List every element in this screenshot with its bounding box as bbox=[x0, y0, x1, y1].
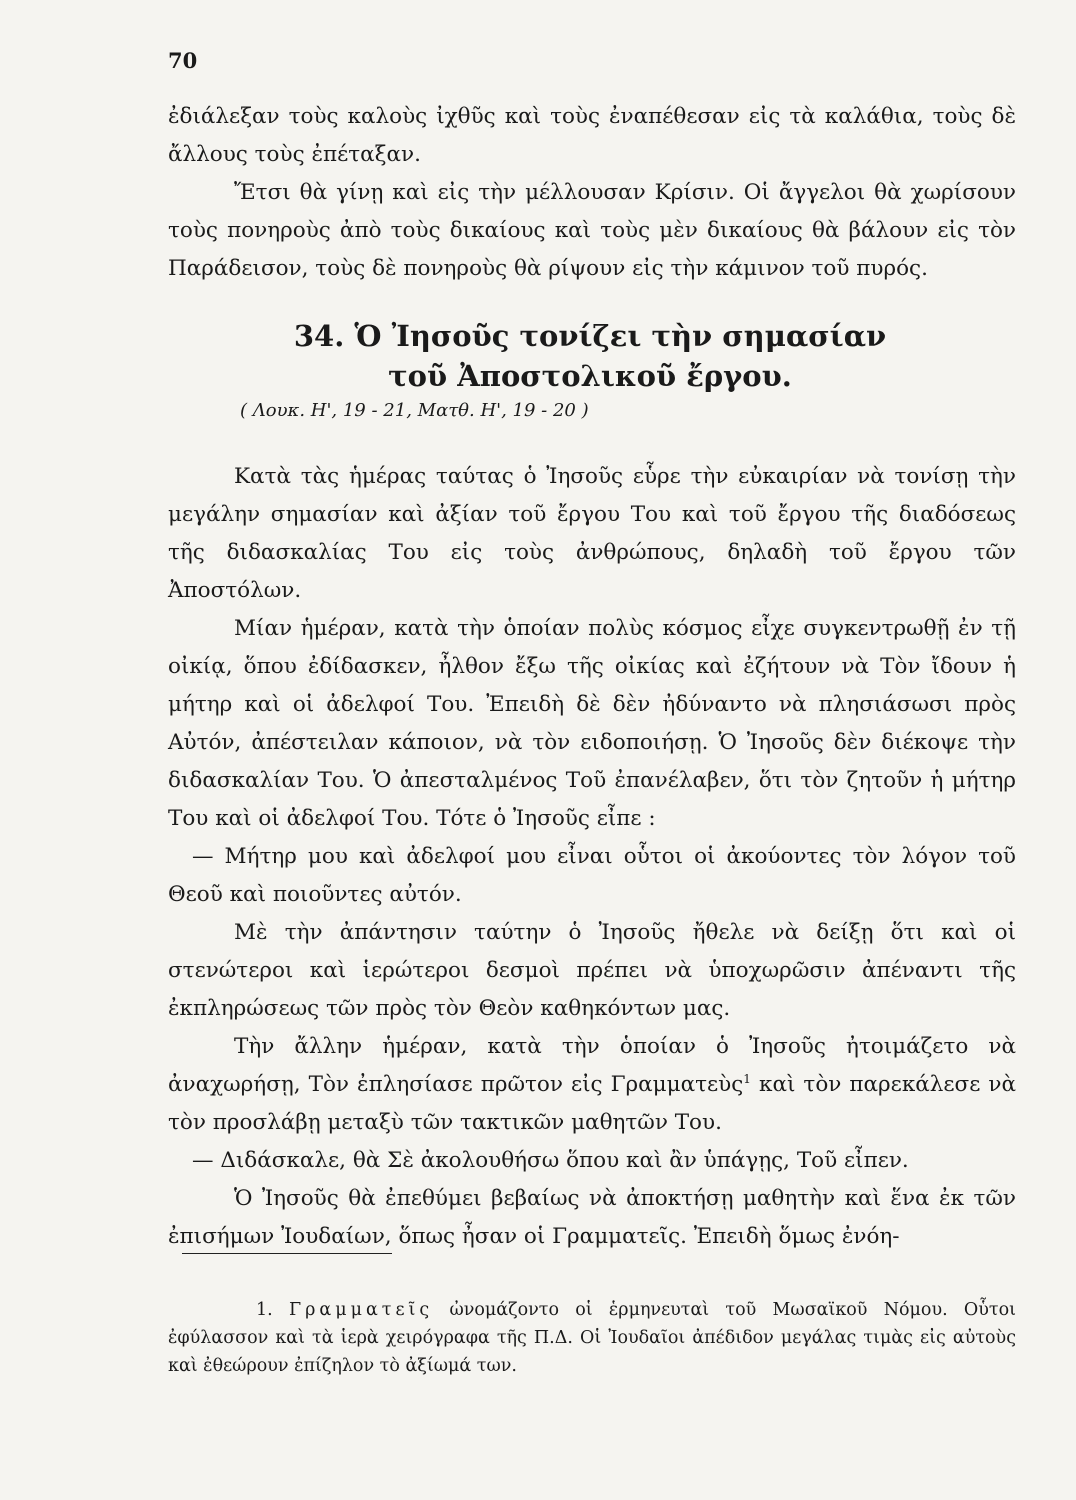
paragraph: Ἔτσι θὰ γίνῃ καὶ εἰς τὴν μέλλουσαν Κρίσιν. Οἱ ἄγγελοι θὰ χωρίσουν τοὺς πονηροὺς ἀπὸ τοὺς δικαίους καὶ τοὺς μὲν δικαίους θὰ βάλουν εἰς τὸν Παράδεισον, τοὺς δὲ πονηροὺς θὰ ρίψουν εἰς τὴν κάμινον τοῦ πυρός. bbox=[168, 180, 1016, 281]
paragraph-text: Τὴν ἄλλην ἡμέραν, κατὰ τὴν ὁποίαν ὁ Ἰησοῦς ἠτοιμάζετο νὰ ἀναχωρήσῃ, Τὸν ἐπλησίασε πρῶτον εἰς Γραμματεὺς bbox=[168, 1034, 1016, 1097]
paragraph: ἐδιάλεξαν τοὺς καλοὺς ἰχθῦς καὶ τοὺς ἐναπέθεσαν εἰς τὰ καλάθια, τοὺς δὲ ἄλλους τοὺς ἐπέταξαν. bbox=[168, 104, 1016, 167]
footnote-term: Γραμματεῖς bbox=[288, 1300, 434, 1320]
dialogue-line: — Μήτηρ μου καὶ ἀδελφοί μου εἶναι οὗτοι οἱ ἀκούοντες τὸν λόγον τοῦ Θεοῦ καὶ ποιοῦντες αὐτόν. bbox=[168, 844, 1016, 907]
footnote-marker: 1 bbox=[743, 1071, 751, 1086]
paragraph: Μὲ τὴν ἀπάντησιν ταύτην ὁ Ἰησοῦς ἤθελε νὰ δείξῃ ὅτι καὶ οἱ στενώτεροι καὶ ἱερώτεροι δεσμοὶ πρέπει νὰ ὑποχωρῶσιν ἀπέναντι τῆς ἐκπληρώσεως τῶν πρὸς τὸν Θεὸν καθηκόντων μας. bbox=[168, 920, 1016, 1021]
page-number: 70 bbox=[168, 48, 198, 73]
paragraph: Μίαν ἡμέραν, κατὰ τὴν ὁποίαν πολὺς κόσμος εἶχε συγκεντρωθῇ ἐν τῇ οἰκίᾳ, ὅπου ἐδίδασκεν, ἦλθον ἔξω τῆς οἰκίας καὶ ἐζήτουν νὰ Τὸν ἴδουν ἡ μήτηρ καὶ οἱ ἀδελφοί Του. Ἐπειδὴ δὲ δὲν ἠδύναντο νὰ πλησιάσωσι πρὸς Αὐτόν, ἀπέστειλαν κάποιον, νὰ τὸν ειδοποιήσῃ. Ὁ Ἰησοῦς δὲν διέκοψε τὴν διδασκαλίαν Του. Ὁ ἀπεσταλμένος Τοῦ ἐπανέλαβεν, ὅτι τὸν ζητοῦν ἡ μήτηρ Του καὶ οἱ ἀδελφοί Του. Τότε ὁ Ἰησοῦς εἶπε : bbox=[168, 616, 1016, 831]
scripture-reference: ( Λουκ. Η', 19 - 21, Ματθ. Η', 19 - 20 ) bbox=[240, 400, 589, 421]
footnote-number: 1. bbox=[256, 1300, 273, 1320]
section-title-line-1: 34. Ὁ Ἰησοῦς τονίζει τὴν σημασίαν bbox=[293, 319, 887, 353]
dialogue-line: — Διδάσκαλε, θὰ Σὲ ἀκολουθήσω ὅπου καὶ ἂν ὑπάγῃς, Τοῦ εἶπεν. bbox=[192, 1148, 909, 1173]
paragraph: Ὁ Ἰησοῦς θὰ ἐπεθύμει βεβαίως νὰ ἀποκτήσῃ μαθητὴν καὶ ἕνα ἐκ τῶν ἐπισήμων Ἰουδαίων, ὅπως ἦσαν οἱ Γραμματεῖς. Ἐπειδὴ ὅμως ἐνόη- bbox=[168, 1186, 1016, 1249]
paragraph-text: καὶ τὸν παρεκάλεσε νὰ τὸν προσλάβῃ μεταξὺ τῶν τακτικῶν μαθητῶν Του. bbox=[168, 1072, 1016, 1135]
footnote bbox=[168, 1296, 1016, 1380]
paragraph: Κατὰ τὰς ἡμέρας ταύτας ὁ Ἰησοῦς εὗρε τὴν εὐκαιρίαν νὰ τονίσῃ τὴν μεγάλην σημασίαν καὶ ἀξίαν τοῦ ἔργου Του καὶ τοῦ ἔργου τῆς διαδόσεως τῆς διδασκαλίας Του εἰς τοὺς ἀνθρώπους, δηλαδὴ τοῦ ἔργου τῶν Ἀποστόλων. bbox=[168, 464, 1016, 603]
top-text-block bbox=[168, 98, 1016, 288]
section-title-line-2: τοῦ Ἀποστολικοῦ ἔργου. bbox=[388, 359, 792, 393]
main-text-block bbox=[168, 458, 1016, 1256]
footnote-divider bbox=[182, 1253, 392, 1254]
footnote-text: ὠνομάζοντο οἱ ἑρμηνευταὶ τοῦ Μωσαϊκοῦ Νόμου. Οὗτοι ἐφύλασσον καὶ τὰ ἱερὰ χειρόγραφα τῆς Π.Δ. Οἱ Ἰουδαῖοι ἀπέδιδον μεγάλας τιμὰς εἰς αὐτοὺς καὶ ἐθεώρουν ἐπίζηλον τὸ ἀξίωμά των. bbox=[168, 1300, 1016, 1376]
paragraph bbox=[168, 1028, 1016, 1142]
